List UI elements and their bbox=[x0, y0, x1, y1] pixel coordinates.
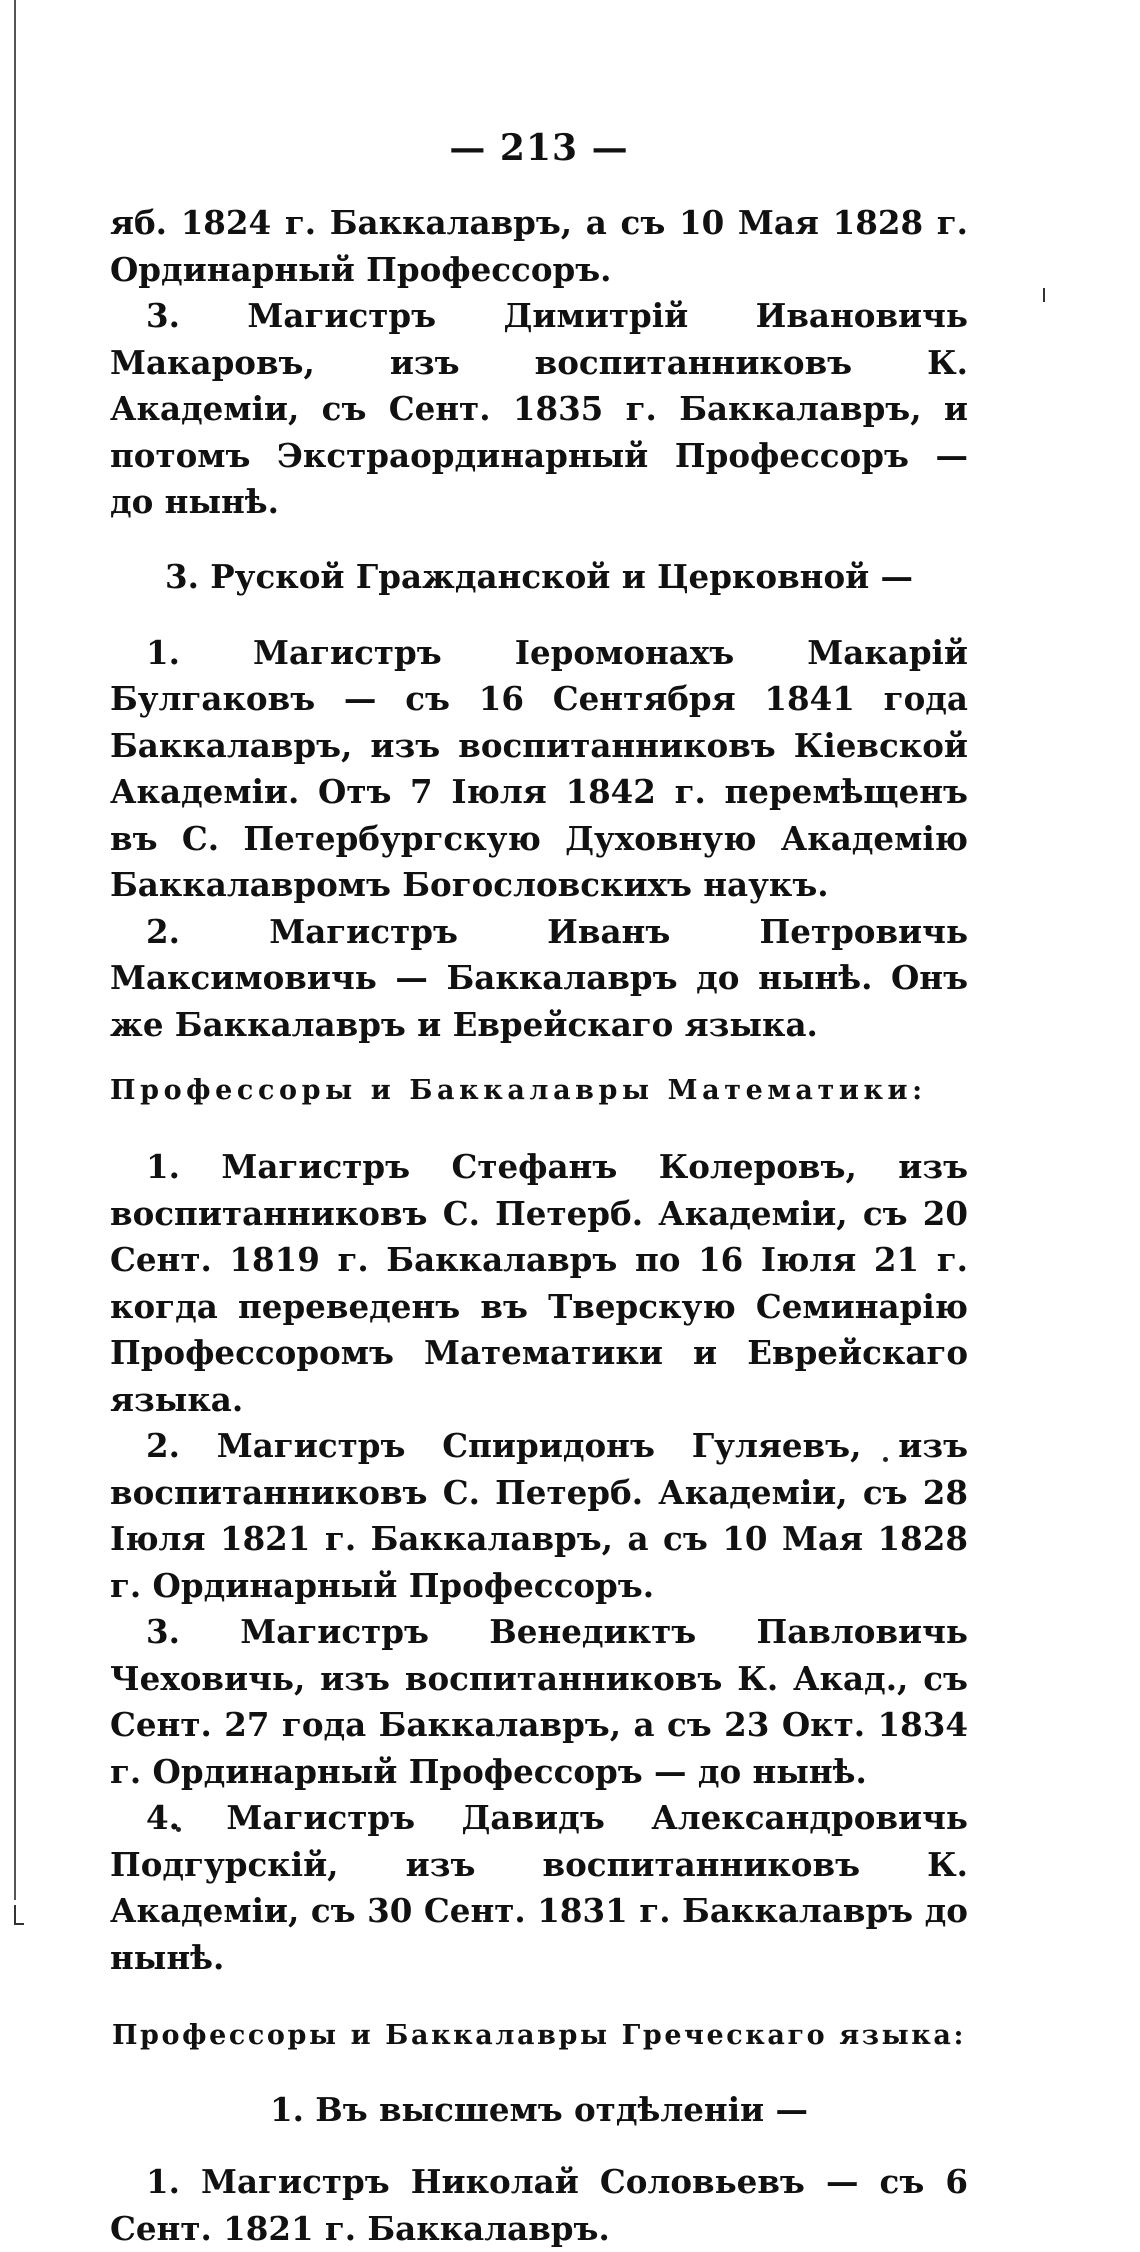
corner-mark bbox=[14, 1905, 24, 1925]
page-text bbox=[110, 127, 968, 2252]
paragraph-podgursky: 4. Магистръ Давидъ Александровичь Подгурскій, изъ воспитанниковъ К. Академіи, съ 30 Сент. 1831 г. Баккалавръ до нынѣ. bbox=[110, 1798, 968, 1977]
section-heading-mathematics: Профессоры и Баккалавры Математики: bbox=[110, 1075, 927, 1106]
paragraph-kolerov: 1. Магистръ Стефанъ Колеровъ, изъ воспитанниковъ С. Петерб. Академіи, съ 20 Сент. 1819 г. Баккалавръ по 16 Іюля 21 г. когда переведенъ въ Тверскую Семинарію Профессоромъ Математики и Еврейскаго языка. bbox=[110, 1147, 968, 1419]
paragraph-chekhovich: 3. Магистръ Венедиктъ Павловичь Чеховичь, изъ воспитанниковъ К. Акад., съ Сент. 27 года Баккалавръ, а съ 23 Окт. 1834 г. Ординарный Профессоръ — до нынѣ. bbox=[110, 1612, 968, 1791]
paragraph-gulyaev: 2. Магистръ Спиридонъ Гуляевъ, изъ воспитанниковъ С. Петерб. Академіи, съ 28 Іюля 1821 г. Баккалавръ, а съ 10 Мая 1828 г. Ординарный Профессоръ. bbox=[110, 1426, 968, 1605]
section-heading-russian-history: 3. Руской Гражданской и Церковной — bbox=[164, 556, 914, 596]
paragraph-solovyov: 1. Магистръ Николай Соловьевъ — съ 6 Сент. 1821 г. Баккалавръ. bbox=[110, 2162, 968, 2248]
paragraph-bulgakov: 1. Магистръ Іеромонахъ Макарій Булгаковъ — съ 16 Сентября 1841 года Баккалавръ, изъ воспитанниковъ Кіевской Академіи. Отъ 7 Іюля 1842 г. перемѣщенъ въ С. Петербургскую Духовную Академію Баккалавромъ Богословскихъ наукъ. bbox=[110, 632, 968, 904]
subsection-heading-higher-division: 1. Въ высшемъ отдѣленіи — bbox=[270, 2090, 808, 2129]
paragraph-maksimovich: 2. Магистръ Иванъ Петровичь Максимовичь — Баккалавръ до нынѣ. Онъ же Баккалавръ и Еврейскаго языка. bbox=[110, 911, 968, 1044]
page-edge-rule bbox=[14, 0, 16, 1900]
paragraph-makarov: 3. Магистръ Димитрій Ивановичь Макаровъ, изъ воспитанниковъ К. Академіи, съ Сент. 1835 г. Баккалавръ, и потомъ Экстраординарный Профессоръ — до нынѣ. bbox=[110, 296, 968, 521]
margin-tick bbox=[1043, 288, 1045, 302]
page-number: — 213 — bbox=[449, 127, 629, 169]
paragraph-continuation: яб. 1824 г. Баккалавръ, а съ 10 Мая 1828 г. Ординарный Профессоръ. bbox=[110, 203, 968, 289]
section-heading-greek: Профессоры и Баккалавры Греческаго языка: bbox=[111, 2020, 967, 2051]
